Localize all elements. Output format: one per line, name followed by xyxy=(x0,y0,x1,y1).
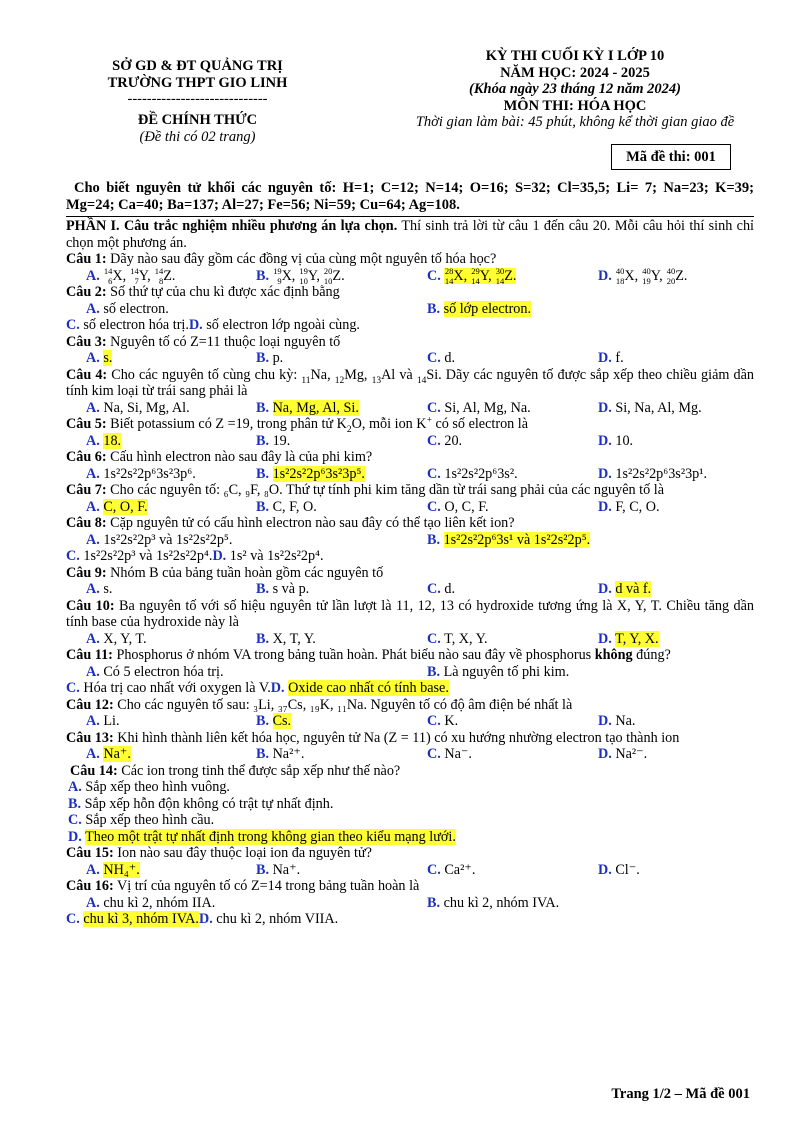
option-letter: D. xyxy=(598,861,612,878)
question xyxy=(66,878,754,928)
option-letter: C. xyxy=(68,812,82,828)
isotope-notation: 30 14 xyxy=(495,265,505,286)
option-c[interactable] xyxy=(66,911,199,927)
option-a[interactable]: A. Sắp xếp theo hình vuông. xyxy=(68,779,230,795)
answer-highlight: Oxide cao nhất có tính base. xyxy=(288,680,449,696)
options-row xyxy=(66,680,754,697)
option-letter: A. xyxy=(86,581,100,597)
options-row xyxy=(66,664,754,681)
isotope-notation: 29 14 xyxy=(471,265,480,286)
answer-highlight: Theo một trật tự nhất định trong không gian theo kiểu mạng lưới. xyxy=(85,828,456,845)
option-letter: B. xyxy=(256,350,270,366)
option-letter: D. xyxy=(598,713,612,729)
option-d[interactable]: D. f. xyxy=(598,350,624,366)
option-c[interactable]: C. Na⁻. xyxy=(427,746,472,762)
isotope-notation: 28 14 xyxy=(444,265,454,286)
option-letter: C. xyxy=(66,317,80,333)
header-right xyxy=(360,48,790,131)
option-letter: B. xyxy=(256,267,270,284)
option-b[interactable]: B. Là nguyên tố phi kim. xyxy=(427,663,570,680)
question-number: Câu 9: xyxy=(66,564,107,581)
option-letter: C. xyxy=(427,581,441,597)
duration: Thời gian làm bài: 45 phút, không kể thời gian giao đề xyxy=(415,114,735,130)
question-number: Câu 4: xyxy=(66,366,108,383)
isotope-notation: 40 18 xyxy=(615,265,625,286)
option-c[interactable]: C. K. xyxy=(427,713,459,729)
question-number: Câu 11: xyxy=(66,647,113,663)
question-number: Câu 7: xyxy=(66,482,107,498)
question xyxy=(66,284,754,334)
options-row xyxy=(66,779,754,796)
question xyxy=(66,482,754,515)
option-a[interactable]: A. Na, Si, Mg, Al. xyxy=(86,399,190,416)
option-b[interactable]: B. Na⁺. xyxy=(256,861,301,878)
question-stem: Câu 16: Vị trí của nguyên tố có Z=14 trong bảng tuần hoàn là xyxy=(66,878,420,894)
question xyxy=(66,697,754,730)
options-row xyxy=(66,581,754,598)
question-stem: Câu 1: Dãy nào sau đây gồm các đồng vị của cùng một nguyên tố hóa học? xyxy=(66,251,497,267)
exam-code-box: Mã đề thi: 001 xyxy=(611,144,731,170)
exam-date: (Khóa ngày 23 tháng 12 năm 2024) xyxy=(469,81,681,97)
option-b[interactable]: B. 19. xyxy=(256,432,291,449)
option-letter: D. xyxy=(598,350,612,366)
option-a[interactable]: A. Có 5 electron hóa trị. xyxy=(86,663,224,680)
answer-highlight: 28 14 X, 29 14 Y, 30 14 Z. xyxy=(444,265,517,286)
question xyxy=(66,763,754,846)
option-b[interactable]: B. p. xyxy=(256,350,284,366)
options-row xyxy=(66,301,754,318)
isotope-notation: 14 7 xyxy=(130,265,139,286)
option-d[interactable]: D. 40 18 X, 40 19 Y, 40 20 Z. xyxy=(598,265,688,286)
option-c[interactable]: C. 1s²2s²2p⁶3s². xyxy=(427,465,518,482)
options-row xyxy=(66,746,754,763)
question-stem: Câu 13: Khi hình thành liên kết hóa học, nguyên tử Na (Z = 11) có xu hướng nhường electron tạo thành ion xyxy=(66,729,680,746)
isotope-notation: 40 20 xyxy=(666,265,676,286)
question-number: Câu 14: xyxy=(70,762,118,779)
options-row xyxy=(66,400,754,417)
option-letter: B. xyxy=(256,713,270,729)
question-stem: Câu 14: Các ion trong tinh thể được sắp xếp như thế nào? xyxy=(70,762,401,779)
question xyxy=(66,334,754,367)
option-letter: D. xyxy=(598,399,612,416)
option-b[interactable]: B. C, F, O. xyxy=(256,498,317,515)
pages-note: (Đề thi có 02 trang) xyxy=(139,129,256,145)
option-a[interactable]: A. chu kì 2, nhóm IIA. xyxy=(86,894,216,911)
answer-highlight: số lớp electron. xyxy=(443,300,532,317)
question xyxy=(66,647,754,697)
question-stem: Câu 11: Phosphorus ở nhóm VA trong bảng tuần hoàn. Phát biểu nào sau đây về phosphorus không đúng? xyxy=(66,647,671,663)
question xyxy=(66,565,754,598)
question-number: Câu 2: xyxy=(66,284,107,300)
options-row xyxy=(66,911,754,928)
option-letter: A. xyxy=(68,779,82,795)
option-letter: B. xyxy=(68,795,82,812)
question-number: Câu 8: xyxy=(66,515,107,531)
option-letter: B. xyxy=(256,465,270,482)
option-c[interactable]: C. d. xyxy=(427,581,455,597)
option-c[interactable] xyxy=(427,265,517,286)
question xyxy=(66,251,754,284)
option-letter: B. xyxy=(256,581,270,597)
option-d[interactable]: D. chu kì 2, nhóm VIIA. xyxy=(198,911,339,927)
question xyxy=(66,367,754,417)
option-a[interactable]: A. Li. xyxy=(86,713,120,729)
option-a[interactable]: A. X, Y, T. xyxy=(86,630,147,647)
option-letter: D. xyxy=(598,581,612,597)
part-instructions: Thí sinh trả lời từ câu 1 đến câu 20. Mỗi câu hỏi thí sinh chỉ chọn một phương án. xyxy=(66,218,754,251)
option-b[interactable]: B. chu kì 2, nhóm IVA. xyxy=(427,894,560,911)
option-letter: A. xyxy=(86,267,100,284)
question-stem: Câu 2: Số thứ tự của chu kì được xác định bằng xyxy=(66,284,340,300)
options-row xyxy=(66,812,754,829)
school-year: NĂM HỌC: 2024 - 2025 xyxy=(500,64,650,81)
option-letter: D. xyxy=(270,680,285,696)
options-row xyxy=(66,548,754,565)
option-letter: C. xyxy=(427,432,441,449)
option-d[interactable] xyxy=(68,829,456,845)
option-d[interactable]: D. F, C, O. xyxy=(598,498,660,515)
option-letter: C. xyxy=(427,267,441,284)
question xyxy=(66,515,754,565)
option-letter: C. xyxy=(427,713,441,729)
option-letter: B. xyxy=(427,300,441,317)
options-row xyxy=(66,631,754,648)
question-list xyxy=(66,251,754,928)
options-row xyxy=(66,466,754,483)
question-number: Câu 5: xyxy=(66,416,107,432)
isotope-notation: 19 9 xyxy=(273,265,282,286)
option-b[interactable] xyxy=(256,466,365,483)
answer-highlight: chu kì 3, nhóm IVA. xyxy=(83,911,199,927)
option-c[interactable]: C. Ca²⁺. xyxy=(427,861,476,878)
option-letter: B. xyxy=(256,498,270,515)
option-letter: A. xyxy=(86,399,100,416)
question-stem: Câu 12: Cho các nguyên tố sau: ₃Li, ₃₇Cs, ₁₉K, ₁₁Na. Nguyên tố có độ âm điện bé nhất là xyxy=(66,696,573,713)
question-stem: Câu 6: Cấu hình electron nào sau đây là của phi kim? xyxy=(66,449,373,465)
option-letter: D. xyxy=(598,465,612,482)
option-b[interactable] xyxy=(256,400,359,417)
header-divider: ----------------------------- xyxy=(127,91,268,107)
option-letter: A. xyxy=(86,465,100,482)
answer-highlight: 18. xyxy=(103,432,122,449)
answer-highlight: 1s²2s²2p⁶3s²3p⁵. xyxy=(272,465,365,482)
option-letter: A. xyxy=(86,713,100,729)
question-number: Câu 12: xyxy=(66,696,114,713)
option-letter: A. xyxy=(86,350,100,366)
option-letter: A. xyxy=(86,746,100,762)
option-letter: D. xyxy=(598,267,612,284)
option-letter: B. xyxy=(427,894,441,911)
header-rule xyxy=(66,216,754,217)
question-stem: Câu 8: Cặp nguyên tử có cấu hình electron nào sau đây có thể tạo liên kết ion? xyxy=(66,515,515,531)
option-a[interactable]: A. 1s²2s²2p³ và 1s²2s²2p⁵. xyxy=(86,531,233,548)
option-letter: D. xyxy=(598,498,612,515)
question xyxy=(66,845,754,878)
question-number: Câu 13: xyxy=(66,729,114,746)
isotope-notation: 40 19 xyxy=(642,265,651,286)
options-row xyxy=(66,713,754,730)
option-a[interactable] xyxy=(86,350,112,367)
option-d[interactable]: D. 1s² và 1s²2s²2p⁴. xyxy=(212,548,324,564)
option-letter: A. xyxy=(86,894,100,911)
isotope-notation: 19 10 xyxy=(299,265,308,286)
isotope-notation: 20 10 xyxy=(323,265,333,286)
school-name: TRƯỜNG THPT GIO LINH xyxy=(107,75,288,91)
option-c[interactable]: C. 1s²2s²2p³ và 1s²2s²2p⁴. xyxy=(66,548,213,564)
option-c[interactable]: C. Si, Al, Mg, Na. xyxy=(427,399,531,416)
option-letter: D. xyxy=(598,630,612,647)
option-c[interactable]: C. Sắp xếp theo hình cầu. xyxy=(68,812,215,828)
option-letter: B. xyxy=(256,746,270,762)
question-number: Câu 3: xyxy=(66,333,107,350)
option-letter: C. xyxy=(427,630,441,647)
isotope-notation: 14 8 xyxy=(154,265,164,286)
option-letter: D. xyxy=(598,746,612,762)
option-letter: B. xyxy=(427,531,441,548)
option-letter: A. xyxy=(86,531,100,548)
options-row xyxy=(66,829,754,846)
answer-highlight: s. xyxy=(103,350,113,366)
option-letter: B. xyxy=(256,630,270,647)
question-number: Câu 10: xyxy=(66,597,115,614)
option-letter: C. xyxy=(427,498,441,515)
option-letter: A. xyxy=(86,300,100,317)
option-letter: A. xyxy=(86,663,100,680)
header-left xyxy=(80,58,315,146)
exam-title: KỲ THI CUỐI KỲ I LỚP 10 xyxy=(485,48,665,64)
department-name: SỞ GD & ĐT QUẢNG TRỊ xyxy=(112,58,283,74)
options-row xyxy=(66,862,754,879)
option-b[interactable]: B. Na²⁺. xyxy=(256,746,305,762)
option-letter: D. xyxy=(188,317,203,333)
atomic-masses: Cho biết nguyên tử khối các nguyên tố: H=1; C=12; N=14; O=16; S=32; Cl=35,5; Li= 7; Na=23; K=39; Mg=24; Ca=40; Ba=137; Al=27; Fe=56; Ni=59; Cu=64; Ag=108. xyxy=(66,180,754,213)
question xyxy=(66,416,754,449)
option-b[interactable] xyxy=(427,532,590,549)
option-letter: C. xyxy=(66,680,80,696)
option-d[interactable]: D. Cl⁻. xyxy=(598,861,640,878)
option-c[interactable]: C. Hóa trị cao nhất với oxygen là V. xyxy=(66,680,271,696)
option-a[interactable] xyxy=(86,433,121,450)
option-c[interactable]: C. T, X, Y. xyxy=(427,630,488,647)
option-b[interactable] xyxy=(427,301,531,318)
option-c[interactable]: C. O, C, F. xyxy=(427,498,489,515)
question-stem: Câu 5: Biết potassium có Z =19, trong phân tử $K_2O$, mỗi ion K+ có số electron là xyxy=(66,415,529,435)
option-letter: C. xyxy=(427,861,441,878)
option-letter: A. xyxy=(86,432,100,449)
answer-highlight: T, Y, X. xyxy=(615,630,659,647)
option-letter: D. xyxy=(598,432,612,449)
question-number: Câu 16: xyxy=(66,878,114,894)
answer-highlight: C, O, F. xyxy=(103,498,148,515)
options-row xyxy=(66,499,754,516)
option-a[interactable]: A. 1s²2s²2p⁶3s²3p⁶. xyxy=(86,465,196,482)
question-stem: Câu 15: Ion nào sau đây thuộc loại ion đa nguyên tử? xyxy=(66,845,372,861)
option-letter: C. xyxy=(427,350,441,366)
answer-highlight: 1s²2s²2p⁶3s¹ và 1s²2s²2p⁵. xyxy=(443,531,591,548)
option-d[interactable] xyxy=(598,631,659,648)
option-d[interactable]: D. Na²⁻. xyxy=(598,746,648,762)
question xyxy=(66,598,754,648)
option-c[interactable]: C. d. xyxy=(427,350,455,366)
option-a[interactable]: A. 14 6 X, 14 7 Y, 14 8 Z. xyxy=(86,265,176,286)
options-row xyxy=(66,895,754,912)
option-a[interactable] xyxy=(86,746,131,763)
option-letter: B. xyxy=(256,399,270,416)
question-stem: Câu 7: Cho các nguyên tố: ₆C, ₉F, ₈O. Thứ tự tính phi kim tăng dần từ trái sang phải của các nguyên tố là xyxy=(66,482,665,498)
option-letter: C. xyxy=(427,399,441,416)
option-a[interactable]: A. số electron. xyxy=(86,300,169,317)
question-number: Câu 1: xyxy=(66,251,107,267)
isotope-notation: 14 6 xyxy=(103,265,113,286)
question-stem: Câu 3: Nguyên tố có Z=11 thuộc loại nguyên tố xyxy=(66,333,341,350)
answer-highlight: Cs. xyxy=(272,713,292,729)
option-b[interactable]: B. s và p. xyxy=(256,581,310,597)
answer-highlight: NH₄⁺. xyxy=(103,861,140,878)
option-c[interactable]: C. số electron hóa trị. xyxy=(66,317,189,333)
question xyxy=(66,730,754,763)
question-stem: Câu 4: Cho các nguyên tố cùng chu kỳ: $_{11}$Na, $_{12}$Mg, $_{13}$Al và $_{14}$Si. Dãy các nguyên tố được sắp xếp theo chiều giảm dần tính kim loại từ trái sang phải là xyxy=(66,366,754,399)
answer-highlight: Na, Mg, Al, Si. xyxy=(272,399,359,416)
option-letter: D. xyxy=(68,828,82,845)
question-stem: Câu 9: Nhóm B của bảng tuần hoàn gồm các nguyên tố xyxy=(66,564,384,581)
option-letter: A. xyxy=(86,630,100,647)
option-d[interactable] xyxy=(598,581,651,598)
option-b[interactable]: B. Sắp xếp hỗn độn không có trật tự nhất định. xyxy=(68,795,334,812)
option-a[interactable] xyxy=(86,862,140,879)
option-b[interactable] xyxy=(256,713,291,730)
options-row xyxy=(66,433,754,450)
option-letter: B. xyxy=(256,861,270,878)
option-c[interactable]: C. 20. xyxy=(427,432,463,449)
options-row xyxy=(66,317,754,334)
option-d[interactable]: D. 1s²2s²2p⁶3s²3p¹. xyxy=(598,465,708,482)
answer-highlight: Na⁺. xyxy=(103,746,131,762)
answer-highlight: d và f. xyxy=(615,581,652,597)
option-d[interactable]: D. Si, Na, Al, Mg. xyxy=(598,399,702,416)
subject: MÔN THI: HÓA HỌC xyxy=(503,97,647,114)
question-number: Câu 6: xyxy=(66,449,107,465)
option-a[interactable]: A. s. xyxy=(86,581,113,597)
option-letter: D. xyxy=(198,911,213,927)
questions-area xyxy=(66,218,754,928)
option-letter: D. xyxy=(212,548,227,564)
option-b[interactable]: B. X, T, Y. xyxy=(256,630,316,647)
option-d[interactable] xyxy=(271,680,449,696)
page-footer: Trang 1/2 – Mã đề 001 xyxy=(611,1086,750,1102)
option-b[interactable]: B. 19 9 X, 19 10 Y, 20 10 Z. xyxy=(256,265,345,286)
option-d[interactable]: D. số electron lớp ngoài cùng. xyxy=(188,317,360,333)
options-row xyxy=(66,350,754,367)
option-d[interactable]: D. Na. xyxy=(598,713,636,729)
part-intro xyxy=(66,218,754,251)
question xyxy=(66,449,754,482)
question-stem: Câu 10: Ba nguyên tố với số hiệu nguyên tử lần lượt là 11, 12, 13 có hydroxide tương ứng là X, Y, T. Chiều tăng dần tính base của hydroxide này là xyxy=(66,597,754,630)
option-a[interactable] xyxy=(86,499,148,516)
option-letter: B. xyxy=(427,663,441,680)
official-label: ĐỀ CHÍNH THỨC xyxy=(137,112,258,128)
option-letter: A. xyxy=(86,861,100,878)
option-letter: B. xyxy=(256,432,270,449)
question-number: Câu 15: xyxy=(66,845,114,861)
option-letter: C. xyxy=(66,548,80,564)
option-d[interactable]: D. 10. xyxy=(598,432,634,449)
options-row xyxy=(66,532,754,549)
options-row xyxy=(66,265,754,286)
option-letter: C. xyxy=(427,465,441,482)
option-letter: C. xyxy=(66,911,80,927)
part-title: PHẦN I. Câu trắc nghiệm nhiều phương án lựa chọn. xyxy=(66,218,398,234)
option-letter: C. xyxy=(427,746,441,762)
options-row xyxy=(66,796,754,813)
option-letter: A. xyxy=(86,498,100,515)
